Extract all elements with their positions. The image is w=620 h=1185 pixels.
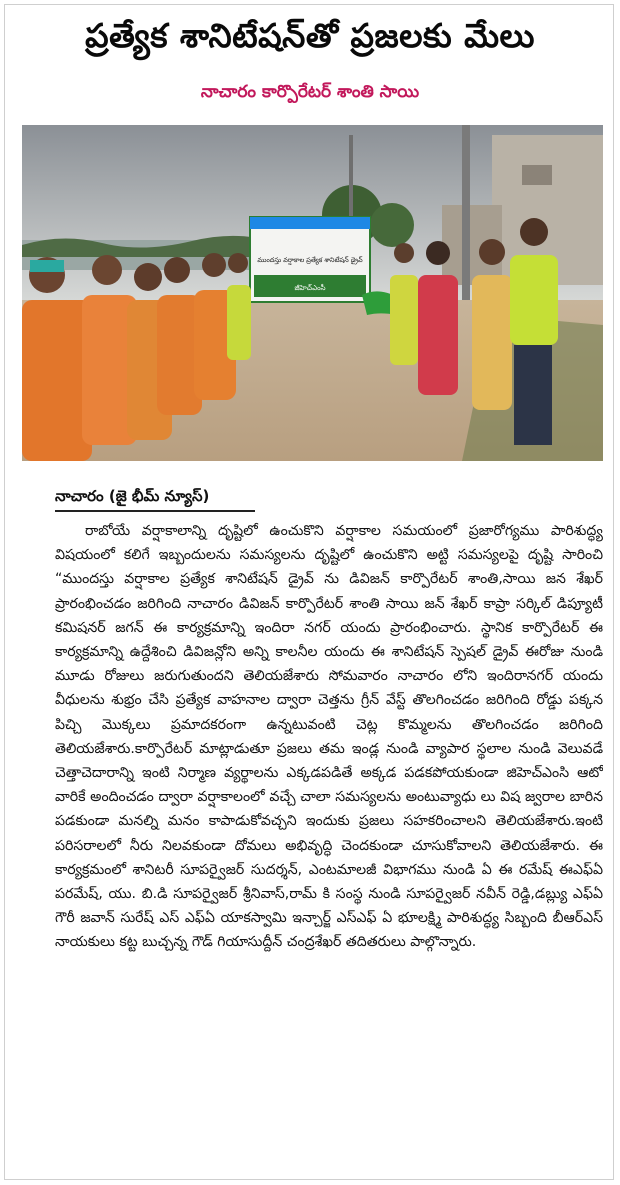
subheadline: నాచారం కార్పొరేటర్ శాంతి సాయి: [200, 82, 420, 102]
news-photo: [22, 125, 603, 461]
banner-footer: జీహెచ్ఎంసీ: [294, 284, 326, 292]
article-paragraph: రాబోయే వర్షాకాలాన్ని దృష్టిలో ఉంచుకొని వర్షాకాల సమయంలో ప్రజారోగ్యము పారిశుద్ధ్య విషయంలో కలిగే ఇబ్బందులను సమస్యలను దృష్టిలో ఉంచుకొని అట్టి సమస్యలపై దృష్టి సారించి “ముందస్తు వర్షాకాల ప్రత్యేక శానిటేషన్ డ్రైవ్ ను డివిజన్ కార్పొరేటర్ శాంతి,సాయి జన శేఖర్ ప్రారంభించడం జరిగింది నాచారం డివిజన్ కార్పొరేటర్ శాంతి సాయి జన్ శేఖర్ కాప్రా సర్కిల్ డిప్యూటీ కమిషనర్ జగన్ ఈ కార్యక్రమాన్ని ఇందిరా నగర్ యందు ప్రారంభించారు. స్థానిక కార్పొరేటర్ ఈ కార్యక్రమాన్ని ఉద్దేశించి డివిజన్లోని అన్ని కాలనీల యందు ఈ శానిటేషన్ స్పెషల్ డ్రైవ్ ఈరోజు నుండి మూడు రోజులు జరుగుతుందని తెలియజేశారు సోమవారం నాచారం లోని ఇందిరానగర్ యందు వీధులను శుభ్రం చేసి ప్రత్యేక వాహనాల ద్వారా చెత్తను గ్రీన్ వేస్ట్ తొలగించడం జరిగింది రోడ్డు పక్కన పిచ్చి మొక్కలు ప్రమాదకరంగా ఉన్నటువంటి చెట్ల కొమ్మలను తొలగించడం జరిగింది తెలియజేశారు.కార్పొరేటర్ మాట్లాడుతూ ప్రజలు తమ ఇండ్ల నుండి వ్యాపార స్థలాల నుండి వెలువడే చెత్తాచెదారాన్ని ఇంటి నిర్మాణ వ్యర్థాలను ఎక్కడపడితే అక్కడ పడకపోయకుండా జిహెచ్ఎంసి ఆటో వారికే అందించడం ద్వారా వర్షాకాలంలో వచ్చే చాలా సమస్యలను అంటువ్యాధు లు విష జ్వరాల బారిన పడకుండా మనల్ని మనం కాపాడుకోవచ్చని ఇందుకు ప్రజలు సహకరించాలని తెలియజేశారు.ఇంటి పరిసరాలలో నీరు నిలవకుండా దోమలు అభివృద్ధి చెందకుండా చూసుకోవాలని తెలియజేశారు. ఈ కార్యక్రమంలో శానిటరీ సూపర్వైజర్ సుదర్శన్, ఎంటమాలజీ విభాగము నుండి ఏ ఈ రమేష్ ఈఎఫ్ఏ పరమేష్, యు. బి.డి సూపర్వైజర్ శ్రీనివాస్,రామ్ కి సంస్థ నుండి సూపర్వైజర్ నవీన్ రెడ్డి,డబ్ల్యు ఎఫ్ఏ గౌరీ జవాన్ సురేష్ ఎస్ ఎఫ్ఏ యాకస్వామి ఇన్చార్జ్ ఎస్ఎఫ్ ఏ భూలక్ష్మి పారిశుద్ధ్య సిబ్బంది బీఆర్ఎస్ నాయకులు కట్ట బుచ్చన్న గౌడ్ గియాసుద్దీన్ చంద్రశేఖర్ తదితరులు పాల్గొన్నారు.: [55, 523, 603, 951]
photo-illustration: [22, 125, 603, 461]
banner-text: ముందస్తు వర్షాకాల ప్రత్యేక శానిటేషన్ డ్రైవ్: [257, 256, 363, 264]
article-body: [55, 519, 603, 1171]
dateline: నాచారం (జై భీమ్ న్యూస్): [55, 487, 210, 505]
dateline-underline: [55, 510, 255, 512]
headline: ప్రత్యేక శానిటేషన్‌తో ప్రజలకు మేలు: [85, 16, 535, 55]
